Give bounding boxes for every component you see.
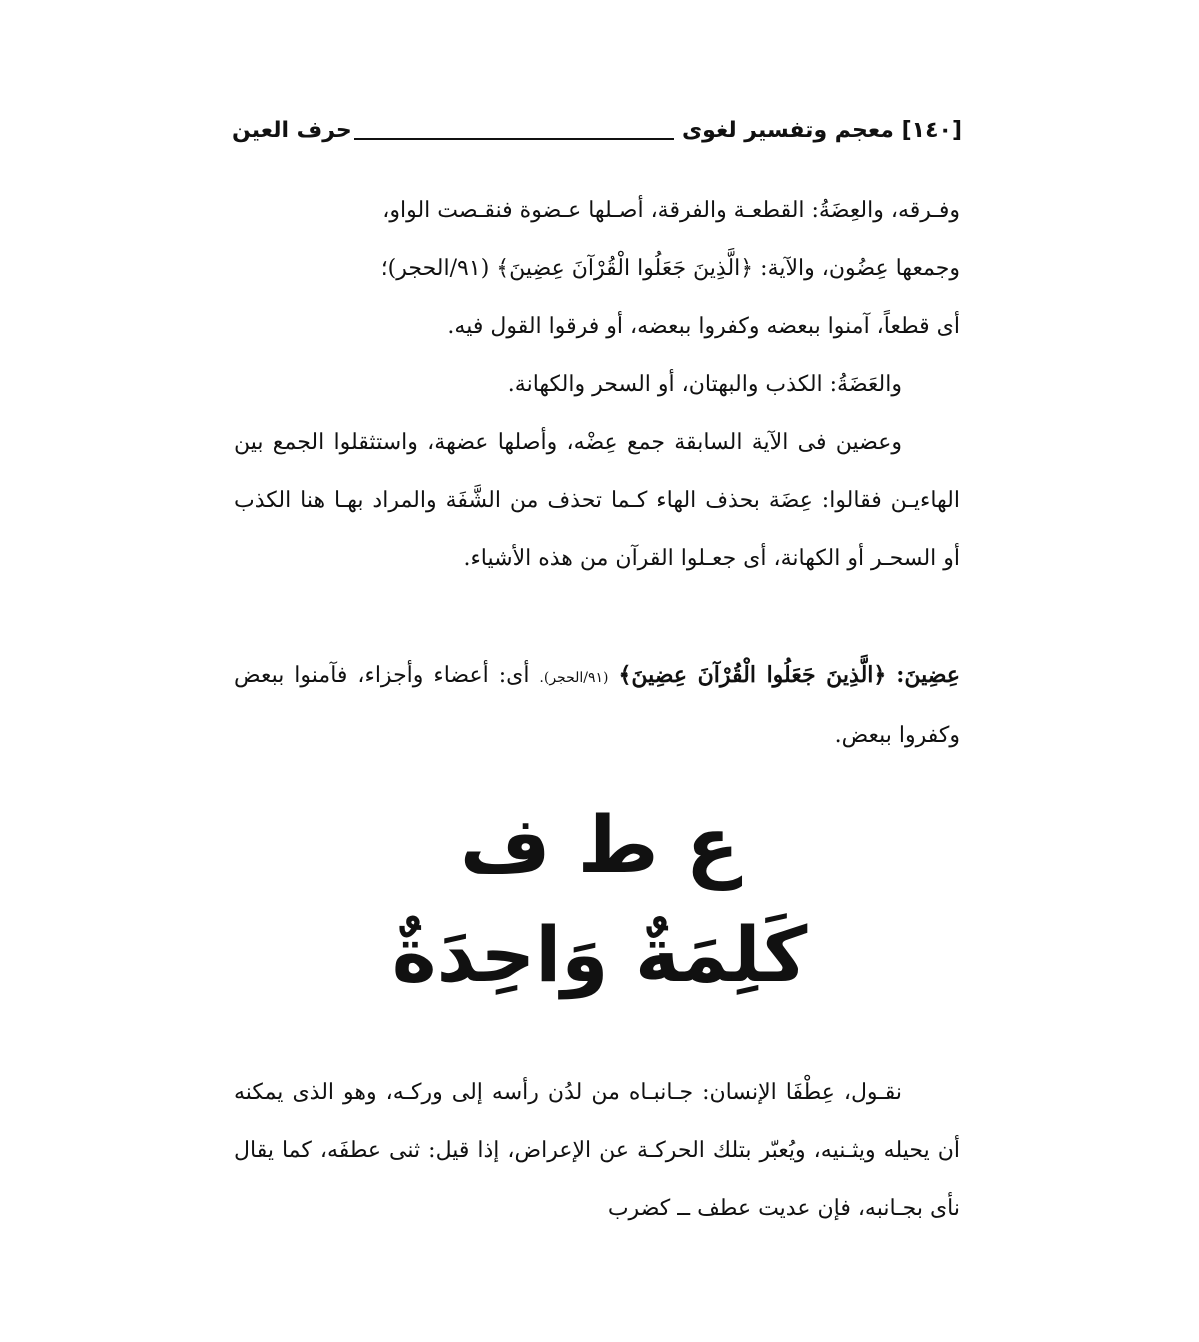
headword: عِضِينَ:	[896, 662, 960, 688]
word-count-heading: كَلِمَةٌ وَاحِدَةٌ	[391, 910, 808, 999]
verse-reference: (٩١/الحجر).	[539, 670, 609, 686]
entry-line-1: وفـرقه، والعِضَةُ: القطعـة والفرقة، أصـلها عـضوة فنقـصت الواو،	[382, 198, 960, 223]
entry-line-3: أى قطعاً، آمنوا ببعضه وكفروا ببعضه، أو فرقوا القول فيه.	[447, 314, 960, 339]
entry-paragraph-2: والعَضَةُ: الكذب والبهتان، أو السحر والكهانة.	[507, 372, 902, 397]
page-header	[232, 112, 962, 152]
entry-definition: أى: أعضاء وأجزاء، فآمنوا ببعض وكفروا ببعض.	[234, 663, 960, 748]
section-title: حرف العين	[232, 118, 352, 143]
root-heading: ع ط ف	[459, 801, 740, 891]
quran-verse: ﴿الَّذِينَ جَعَلُوا الْقُرْآنَ عِضِينَ﴾	[618, 662, 887, 688]
entry-text-block-2	[234, 646, 960, 765]
entry-text-block-1	[234, 182, 960, 588]
entry-paragraph-3: وعضين فى الآية السابقة جمع عِضْه، وأصلها عضهة، واستثقلوا الجمع بين الهاءيـن فقالوا: عِضَة بحذف الهاء كـما تحذف من الشَّفَة والمراد بهـا هنا الكذب أو السحـر أو الكهانة، أى جعـلوا القرآن من هذه الأشياء.	[234, 430, 960, 571]
page-number-and-book-title: [١٤٠] معجم وتفسير لغوى	[682, 118, 962, 143]
entry-line-2: وجمعها عِضُون، والآية: ﴿الَّذِينَ جَعَلُوا الْقُرْآنَ عِضِينَ﴾ (٩١/الحجر)؛	[380, 256, 960, 281]
entry-paragraph-4	[234, 646, 960, 765]
entry-text-block-3	[234, 1064, 960, 1238]
entry-paragraph-5: نقـول، عِطْفَا الإنسان: جـانبـاه من لدُن رأسه إلى وركـه، وهو الذى يمكنه أن يحيله ويثـنيه، ويُعبّر بتلك الحركـة عن الإعراض، إذا قيل: ثنى عطفَه، كما يقال نأى بجـانبه، فإن عديت عطف ــ كضرب	[234, 1080, 960, 1221]
header-rule	[354, 138, 674, 140]
